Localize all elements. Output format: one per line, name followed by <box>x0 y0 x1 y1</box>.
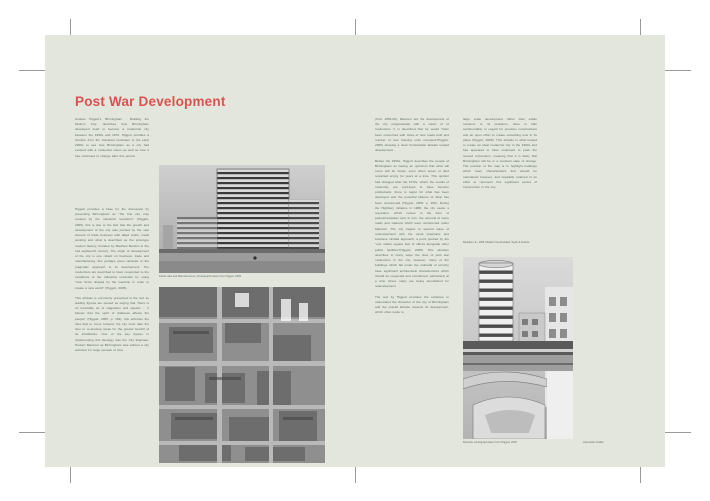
crop-mark-top-right-h <box>665 70 691 71</box>
caption-rotunda: Rotunda, photograph taken from Higgott, 2005 <box>463 441 517 444</box>
crop-mark-top-left-h <box>19 70 45 71</box>
crop-mark-bottom-left-h <box>19 432 45 433</box>
tower-block-image <box>159 165 325 273</box>
right-column-two <box>463 117 537 195</box>
crop-mark-bottom-right-h <box>665 432 691 433</box>
folio-author: Alexander Dallal <box>583 441 604 444</box>
paragraph: large scale development rather than subtle solutions to its problems, there is little sentimentality or regard for previous constructions and an open effort to create something new in its place (Higgott, 2005). This attitude is what helped to create an ideal modernist city in the 1960s and has appeared to have continued to push the second reinvention, meaning that it is likely that Birmingham will be in a constant state of change. The position of the map is to highlight buildings which have characteristics that should be maintained however, and hopefully retained in an effort to represent this significant period of construction in the city. <box>463 117 537 190</box>
paragraph: Higgott provides a base for the discussion by presenting Birmingham as "the first city truly created by the industrial revolution" (Higgott, 2005), this is due to the fact that the growth and development of the city was pushed by the vast amount of trade business with allied crafts, metal working and what is described as the prototype modern factory, founded by Matthew Boulton in the mid eighteenth century. The origin of development of the city is one reliant on business, trade and manufacturing, this perhaps gives rationale to the pragmatic approach to its development. The modernists are described to have responded to the conditions of the industrial revolution by using "new forms shaped by the machine in order to create a new world" (Higgott, 2005). <box>75 207 150 290</box>
document-spread <box>45 35 665 467</box>
paragraph: Andrew Higgott's 'Birmingham : Building the Modern City,' describes how Birmingham developed itself to become a modernist city between the 1950s and 1970. Higgott provides a timeline from the Industrial revolution to the early 2000s to see how Birmingham as a city had evolved with a modernist vision as well as how it has continued to change after this period. <box>75 117 149 158</box>
paragraph: This attitude is commonly presented in the text as leading figures are quoted as saying that "there is an inevitable air of stagnation and squalor ... it follows that the spirit of drabness affects the people" (Higgott, 2005, p. 192), this enforces the idea that to move forward, the city must take the time to re-develop areas for the greater benefit of its inhabitants. One of the key figures in implementing this ideology was the City Engineer, Herbert Manzoni as Birmingham was without a city architect for large periods of time <box>75 295 149 353</box>
right-page <box>355 35 665 467</box>
photo-aerial-city <box>159 287 325 463</box>
paragraph: The text by Higgott provides the evidence to understand the character of the city of Birmingham and the overall attitude towards its development, which often looks to <box>375 294 449 315</box>
page-title: Post War Development <box>75 94 226 109</box>
reference-citation: Davidson, E., 2005. Modern City Revisited, Taylor & Francis. <box>463 241 530 244</box>
caption-tower-block: Castle Vale and Marcella Green, photographs taken from Higgott, 2005 <box>159 275 242 278</box>
paragraph: Before the 1950s, Higgott describes the people of Birmingham as having an optimism that what will come will be better, even when areas of land remained empty for years at a time. This opinion had changed after the 1970s, where the results of modernity are portrayed to have become problematic, there is regret for what has been destroyed and the potential failures of what has been constructed (Higgott, 2005, p. 165). During the Highbury initiative in 1988, the city seeks a resolution, which comes in the form of pedestrianisation and, in turn, the removal of some roads and viaducts which were constructed under Manzoni. The city begins to second wave of redevelopment with the usual pragmatic and business minded approach, a point pushed by the "one million square feet of offices alongside other public facilities"(Higgott, 2005). This situation describes in many ways the view of post war modernism in the city, however, many of the buildings which fall under the umbrella of scrutiny have significant architectural characteristics which should be respected and considered, particularly at a time where many are being demolished for redevelopment. <box>375 158 449 289</box>
photo-tower-block <box>159 165 325 273</box>
rotunda-image <box>463 257 573 439</box>
left-column-two <box>75 207 149 358</box>
aerial-city-image <box>159 287 325 463</box>
paragraph: (from 1955-69). Manzoni led the development of the city pragmatically with a vision of of modernism. It is described that he would "have been concerned with miles of new roads built and number of new housing units occupied"(Higgott, 2005) showing a clear functionalist attitude toward development. <box>375 117 449 153</box>
photo-rotunda <box>463 257 573 439</box>
left-page <box>45 35 355 467</box>
left-column-one <box>75 117 149 164</box>
right-column-one <box>375 117 449 320</box>
